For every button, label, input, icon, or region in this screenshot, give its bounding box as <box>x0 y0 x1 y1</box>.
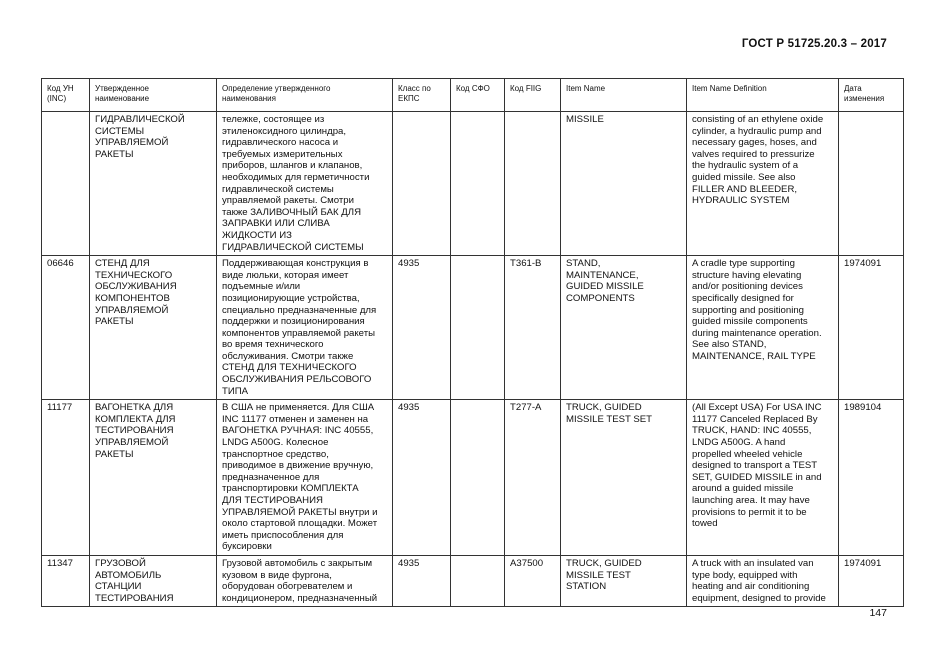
cell-sfo-code <box>451 555 505 606</box>
cell-item-name: TRUCK, GUIDED MISSILE TEST SET <box>561 400 687 556</box>
cell-definition-ru: Грузовой автомобиль с закрытым кузовом в виде фургона, оборудован обогревателем и кондиционером, предназначенный <box>217 555 393 606</box>
cell-inc <box>42 112 90 256</box>
table-header-row <box>42 79 904 112</box>
cell-fiig-code: T277-A <box>505 400 561 556</box>
cell-ekps-class <box>393 112 451 256</box>
cell-fiig-code <box>505 112 561 256</box>
cell-name-ru: СТЕНД ДЛЯ ТЕХНИЧЕСКОГО ОБСЛУЖИВАНИЯ КОМПОНЕНТОВ УПРАВЛЯЕМОЙ РАКЕТЫ <box>90 256 217 400</box>
cell-definition-ru: тележке, состоящее из этиленоксидного цилиндра, гидравлического насоса и требуемых измерительных приборов, шлангов и клапанов, необходимых для герметичности гидравлической системы управляемой ракеты. Смотри также ЗАЛИВОЧНЫЙ БАК ДЛЯ ЗАПРАВКИ ИЛИ СЛИВА ЖИДКОСТИ ИЗ ГИДРАВЛИЧЕСКОЙ СИСТЕМЫ <box>217 112 393 256</box>
cell-ekps-class: 4935 <box>393 400 451 556</box>
column-header-item-name: Item Name <box>561 79 687 112</box>
cell-sfo-code <box>451 112 505 256</box>
cell-change-date: 1974091 <box>839 256 904 400</box>
cell-definition-ru: Поддерживающая конструкция в виде люльки, которая имеет подъемные и/или позиционирующие устройства, специально предназначенные для поддержки и позиционирования компонентов управляемой ракеты во время технического обслуживания. Смотри также СТЕНД ДЛЯ ТЕХНИЧЕСКОГО ОБСЛУЖИВАНИЯ РЕЛЬСОВОГО ТИПА <box>217 256 393 400</box>
cell-sfo-code <box>451 256 505 400</box>
column-header-fiig-code: Код FIIG <box>505 79 561 112</box>
cell-sfo-code <box>451 400 505 556</box>
cell-item-definition: A truck with an insulated van type body, equipped with heating and air conditioning equipment, designed to provide <box>687 555 839 606</box>
cell-change-date <box>839 112 904 256</box>
cell-name-ru: ВАГОНЕТКА ДЛЯ КОМПЛЕКТА ДЛЯ ТЕСТИРОВАНИЯ УПРАВЛЯЕМОЙ РАКЕТЫ <box>90 400 217 556</box>
table-row <box>42 256 904 400</box>
column-header-sfo-code: Код СФО <box>451 79 505 112</box>
cell-ekps-class: 4935 <box>393 555 451 606</box>
table-row <box>42 555 904 606</box>
cell-change-date: 1989104 <box>839 400 904 556</box>
cell-definition-ru: В США не применяется. Для США INC 11177 отменен и заменен на ВАГОНЕТКА РУЧНАЯ: INC 40555, LNDG A500G. Колесное транспортное средство, приводимое в движение вручную, предназначенное для транспортировки КОМПЛЕКТА ДЛЯ ТЕСТИРОВАНИЯ УПРАВЛЯЕМОЙ РАКЕТЫ внутри и около стартовой площадки. Может иметь приспособления для буксировки <box>217 400 393 556</box>
cell-name-ru: ГРУЗОВОЙ АВТОМОБИЛЬ СТАНЦИИ ТЕСТИРОВАНИЯ <box>90 555 217 606</box>
column-header-inc: Код УН (INC) <box>42 79 90 112</box>
column-header-change-date: Дата изменения <box>839 79 904 112</box>
cell-fiig-code: A37500 <box>505 555 561 606</box>
column-header-name-ru: Утвержденное наименование <box>90 79 217 112</box>
column-header-ekps-class: Класс по ЕКПС <box>393 79 451 112</box>
cell-item-name: MISSILE <box>561 112 687 256</box>
cell-item-definition: A cradle type supporting structure having elevating and/or positioning devices specifically designed for supporting and positioning guided missile components during maintenance operation. See also STAND, MAINTENANCE, RAIL TYPE <box>687 256 839 400</box>
cell-item-name: TRUCK, GUIDED MISSILE TEST STATION <box>561 555 687 606</box>
cell-inc: 06646 <box>42 256 90 400</box>
cell-fiig-code: T361-B <box>505 256 561 400</box>
cell-inc: 11177 <box>42 400 90 556</box>
cell-change-date: 1974091 <box>839 555 904 606</box>
cell-item-name: STAND, MAINTENANCE, GUIDED MISSILE COMPONENTS <box>561 256 687 400</box>
cell-name-ru: ГИДРАВЛИЧЕСКОЙ СИСТЕМЫ УПРАВЛЯЕМОЙ РАКЕТЫ <box>90 112 217 256</box>
table-row <box>42 400 904 556</box>
cell-item-definition: consisting of an ethylene oxide cylinder, a hydraulic pump and necessary gages, hoses, and valves required to pressurize the hydraulic system of a guided missile. See also FILLER AND BLEEDER, HYDRAULIC SYSTEM <box>687 112 839 256</box>
table-row <box>42 112 904 256</box>
cell-inc: 11347 <box>42 555 90 606</box>
column-header-item-definition: Item Name Definition <box>687 79 839 112</box>
column-header-definition-ru: Определение утвержденного наименования <box>217 79 393 112</box>
page-number: 147 <box>869 607 887 619</box>
cell-item-definition: (All Except USA) For USA INC 11177 Canceled Replaced By TRUCK, HAND: INC 40555, LNDG A500G. A hand propelled wheeled vehicle designed to transport a TEST SET, GUIDED MISSILE in and around a guided missile launching area. It may have provisions to permit it to be towed <box>687 400 839 556</box>
cell-ekps-class: 4935 <box>393 256 451 400</box>
document-code: ГОСТ Р 51725.20.3 – 2017 <box>741 38 887 50</box>
specification-table <box>41 78 904 607</box>
